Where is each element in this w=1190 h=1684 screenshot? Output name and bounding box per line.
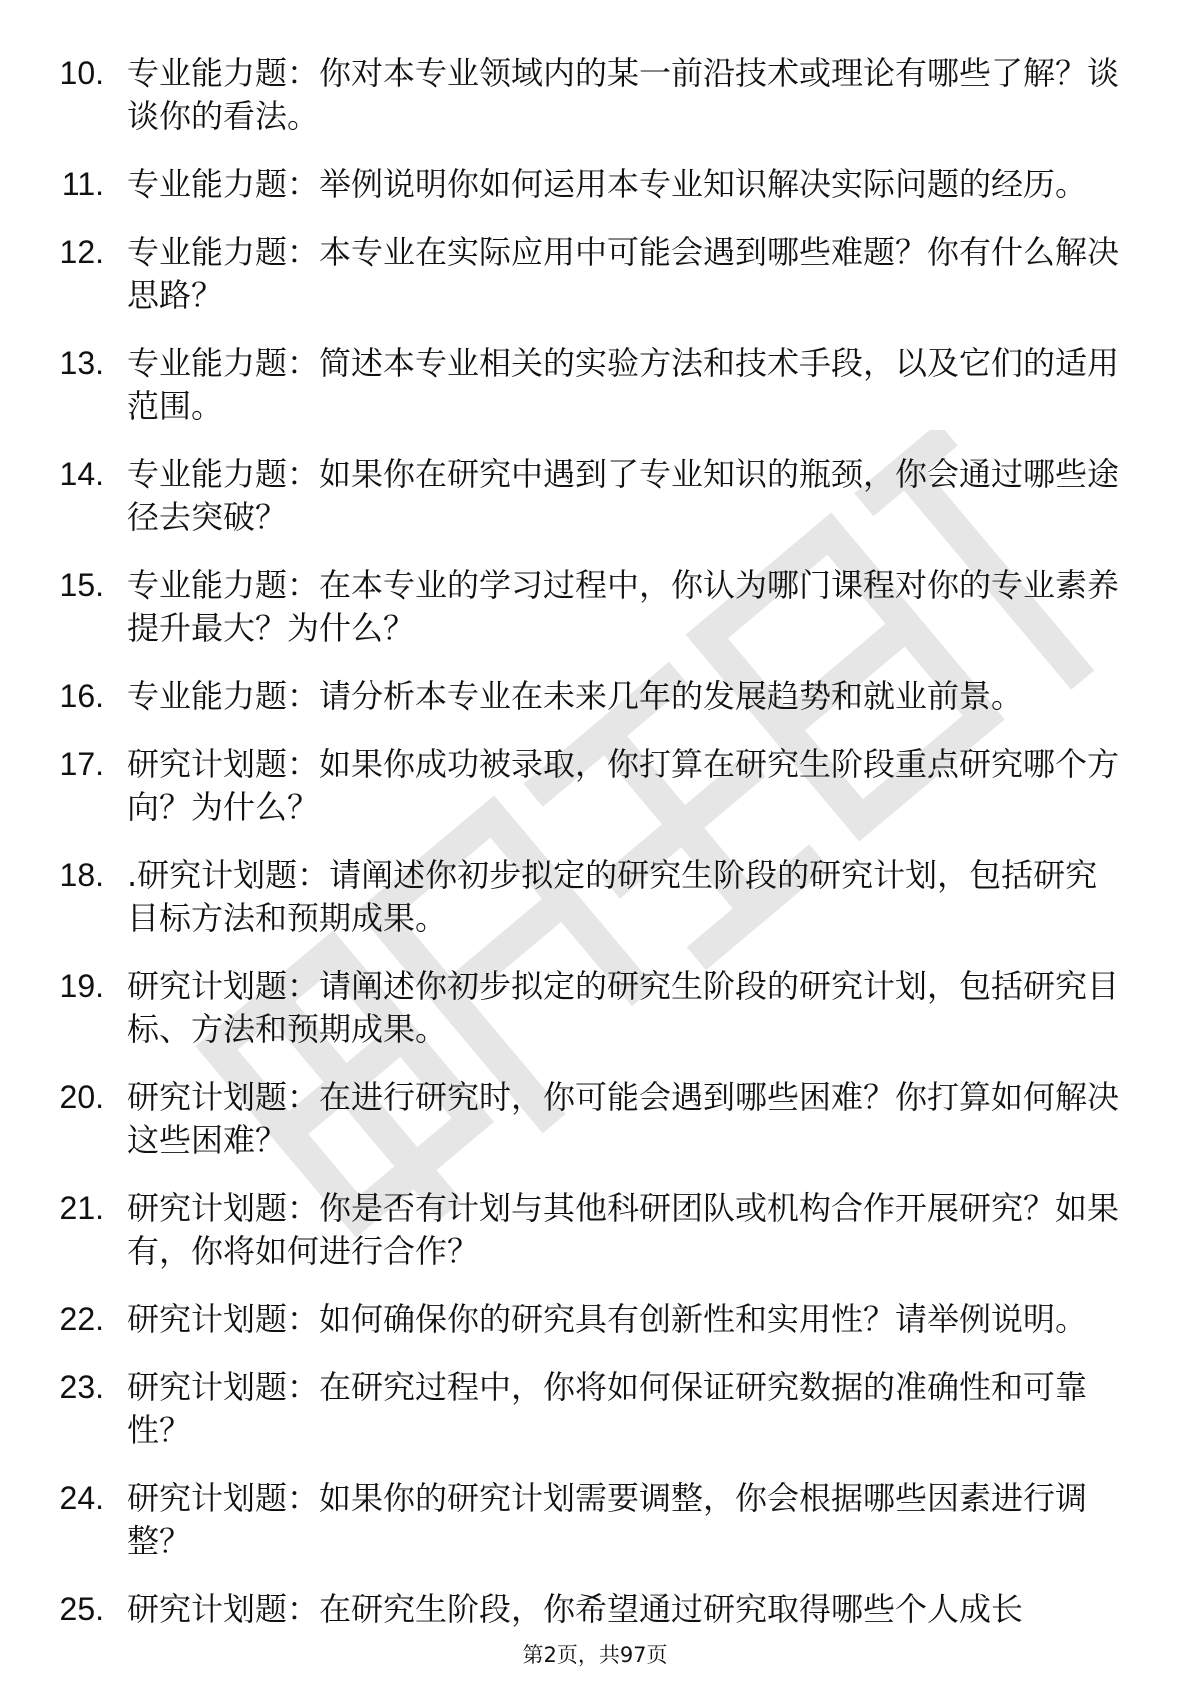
question-item bbox=[0, 1298, 1190, 1341]
question-item bbox=[0, 564, 1190, 650]
question-text: 专业能力题：你对本专业领域内的某一前沿技术或理论有哪些了解？谈谈你的看法。 bbox=[127, 54, 1120, 135]
question-number: 19. bbox=[59, 968, 104, 1004]
question-number: 23. bbox=[59, 1369, 104, 1405]
question-text: 研究计划题：如果你成功被录取，你打算在研究生阶段重点研究哪个方向？为什么？ bbox=[127, 745, 1120, 826]
question-text: 研究计划题：在进行研究时，你可能会遇到哪些困难？你打算如何解决这些困难？ bbox=[127, 1078, 1120, 1159]
question-item bbox=[0, 453, 1190, 539]
question-item bbox=[0, 1588, 1190, 1631]
question-text: 专业能力题：请分析本专业在未来几年的发展趋势和就业前景。 bbox=[127, 677, 1024, 715]
question-item bbox=[0, 163, 1190, 206]
question-number: 13. bbox=[59, 345, 104, 381]
question-text: 研究计划题：你是否有计划与其他科研团队或机构合作开展研究？如果有，你将如何进行合作？ bbox=[127, 1189, 1120, 1270]
question-number: 10. bbox=[59, 55, 104, 91]
question-number: 12. bbox=[59, 234, 104, 270]
question-item bbox=[0, 342, 1190, 428]
question-item bbox=[0, 743, 1190, 829]
question-item bbox=[0, 52, 1190, 138]
question-text: 研究计划题：如何确保你的研究具有创新性和实用性？请举例说明。 bbox=[127, 1300, 1088, 1338]
question-number: 22. bbox=[59, 1301, 104, 1337]
question-text: 专业能力题：在本专业的学习过程中，你认为哪门课程对你的专业素养提升最大？为什么？ bbox=[127, 566, 1120, 647]
question-text: .研究计划题：请阐述你初步拟定的研究生阶段的研究计划，包括研究目标方法和预期成果。 bbox=[127, 856, 1098, 937]
question-text: 专业能力题：如果你在研究中遇到了专业知识的瓶颈，你会通过哪些途径去突破？ bbox=[127, 455, 1120, 536]
question-number: 25. bbox=[59, 1591, 104, 1627]
question-item bbox=[0, 231, 1190, 317]
question-number: 11. bbox=[61, 166, 104, 202]
question-number: 14. bbox=[59, 456, 104, 492]
question-text: 专业能力题：举例说明你如何运用本专业知识解决实际问题的经历。 bbox=[127, 165, 1088, 203]
question-text: 专业能力题：本专业在实际应用中可能会遇到哪些难题？你有什么解决思路？ bbox=[127, 233, 1120, 314]
question-item bbox=[0, 1187, 1190, 1273]
question-text: 研究计划题：在研究生阶段，你希望通过研究取得哪些个人成长 bbox=[127, 1590, 1024, 1628]
question-number: 16. bbox=[59, 678, 104, 714]
question-text: 研究计划题：在研究过程中，你将如何保证研究数据的准确性和可靠性？ bbox=[127, 1368, 1088, 1449]
question-number: 18. bbox=[59, 857, 104, 893]
question-number: 15. bbox=[59, 567, 104, 603]
question-list bbox=[0, 52, 1190, 1656]
question-number: 21. bbox=[59, 1190, 104, 1226]
question-text: 专业能力题：简述本专业相关的实验方法和技术手段，以及它们的适用范围。 bbox=[127, 344, 1120, 425]
question-item bbox=[0, 1366, 1190, 1452]
question-item bbox=[0, 965, 1190, 1051]
question-item bbox=[0, 854, 1190, 940]
question-number: 24. bbox=[59, 1480, 104, 1516]
question-number: 17. bbox=[59, 746, 104, 782]
question-item bbox=[0, 1076, 1190, 1162]
question-number: 20. bbox=[59, 1079, 104, 1115]
question-text: 研究计划题：如果你的研究计划需要调整，你会根据哪些因素进行调整？ bbox=[127, 1479, 1088, 1560]
question-item bbox=[0, 675, 1190, 718]
page-number-footer: 第2页，共97页 bbox=[522, 1643, 668, 1667]
question-text: 研究计划题：请阐述你初步拟定的研究生阶段的研究计划，包括研究目标、方法和预期成果。 bbox=[127, 967, 1120, 1048]
question-item bbox=[0, 1477, 1190, 1563]
